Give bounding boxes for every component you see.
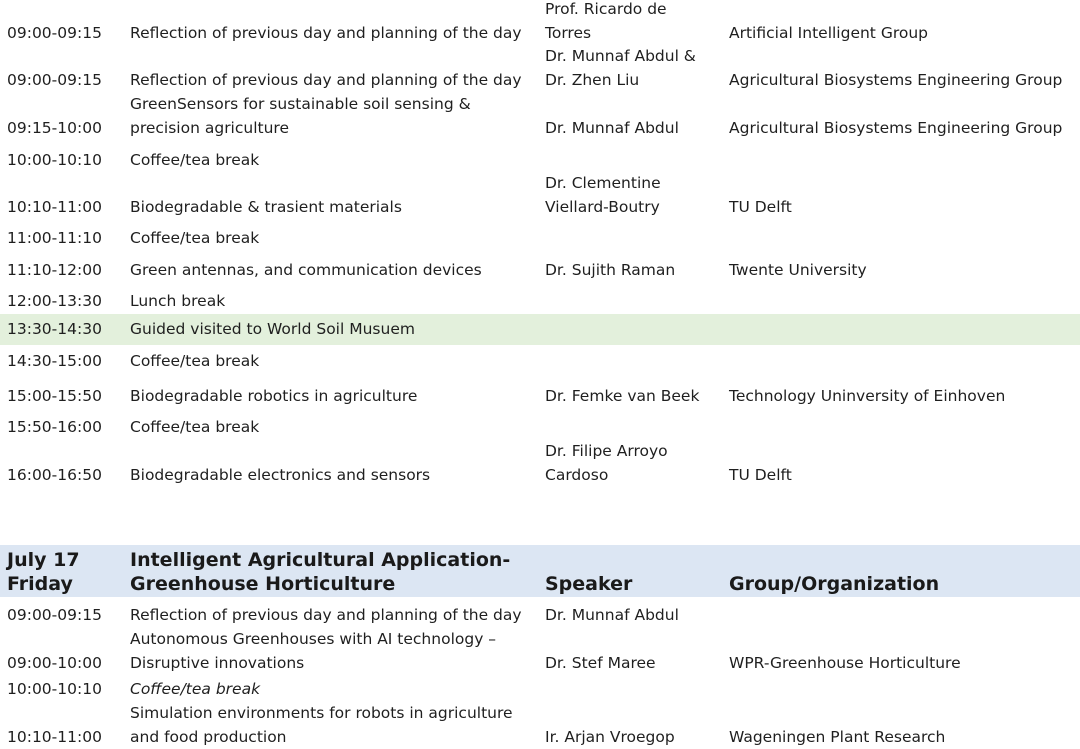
speaker-column-header: Speaker	[545, 573, 633, 595]
time-cell: 13:30-14:30	[7, 320, 102, 338]
time-cell: 15:00-15:50	[7, 387, 102, 405]
topic-cell: Disruptive innovations	[130, 654, 305, 672]
schedule-row	[0, 224, 1080, 255]
topic-cell: Guided visited to World Soil Musuem	[130, 320, 415, 338]
day-weekday: Friday	[7, 573, 73, 595]
time-cell: 12:00-13:30	[7, 292, 102, 310]
schedule-row	[0, 96, 1080, 144]
group-cell: TU Delft	[729, 466, 792, 484]
topic-cell: Green antennas, and communication devices	[130, 261, 482, 279]
schedule-row	[0, 408, 1080, 438]
time-cell: 10:10-11:00	[7, 728, 102, 746]
time-cell: 09:15-10:00	[7, 119, 102, 137]
schedule-row	[0, 675, 1080, 701]
topic-cell: Biodegradable electronics and sensors	[130, 466, 431, 484]
speaker-cell: Dr. Munnaf Abdul	[545, 606, 679, 624]
group-cell: Wageningen Plant Research	[729, 728, 946, 746]
speaker-cell: Ir. Arjan Vroegop	[545, 728, 675, 746]
time-cell: 16:00-16:50	[7, 466, 102, 484]
speaker-cell: Dr. Munnaf Abdul &	[545, 47, 696, 65]
group-cell: Twente University	[729, 261, 867, 279]
topic-cell: Reflection of previous day and planning of the day	[130, 24, 522, 42]
session-title: Greenhouse Horticulture	[130, 573, 396, 595]
schedule-row	[0, 597, 1080, 627]
speaker-cell: Viellard-Boutry	[545, 198, 660, 216]
time-cell: 10:10-11:00	[7, 198, 102, 216]
group-cell: Agricultural Biosystems Engineering Group	[729, 119, 1063, 137]
speaker-cell: Dr. Stef Maree	[545, 654, 656, 672]
speaker-cell: Dr. Clementine	[545, 174, 661, 192]
time-cell: 09:00-10:00	[7, 654, 102, 672]
speaker-cell: Dr. Femke van Beek	[545, 387, 700, 405]
schedule-row	[0, 345, 1080, 376]
schedule-row	[0, 48, 1080, 96]
speaker-cell: Prof. Ricardo de	[545, 0, 667, 18]
topic-cell: and food production	[130, 728, 287, 746]
topic-cell: Lunch break	[130, 292, 226, 310]
group-cell: Technology Uninversity of Einhoven	[729, 387, 1006, 405]
session-title: Intelligent Agricultural Application-	[130, 549, 511, 571]
topic-cell: Biodegradable robotics in agriculture	[130, 387, 418, 405]
group-column-header: Group/Organization	[729, 573, 940, 595]
time-cell: 10:00-10:10	[7, 680, 102, 698]
topic-cell: Coffee/tea break	[130, 352, 260, 370]
schedule-row	[0, 286, 1080, 314]
time-cell: 10:00-10:10	[7, 151, 102, 169]
topic-cell: Biodegradable & trasient materials	[130, 198, 402, 216]
schedule-row-highlighted	[0, 314, 1080, 345]
time-cell: 14:30-15:00	[7, 352, 102, 370]
schedule-row	[0, 0, 1080, 48]
topic-cell: Reflection of previous day and planning of the day	[130, 71, 522, 89]
time-cell: 15:50-16:00	[7, 418, 102, 436]
topic-cell: precision agriculture	[130, 119, 289, 137]
schedule-row	[0, 627, 1080, 675]
schedule-row	[0, 701, 1080, 747]
speaker-cell: Dr. Zhen Liu	[545, 71, 640, 89]
topic-cell: Reflection of previous day and planning of the day	[130, 606, 522, 624]
topic-cell: Simulation environments for robots in agriculture	[130, 704, 513, 722]
topic-cell: Coffee/tea break	[130, 418, 260, 436]
group-cell: Agricultural Biosystems Engineering Group	[729, 71, 1063, 89]
time-cell: 09:00-09:15	[7, 606, 102, 624]
schedule-row	[0, 144, 1080, 176]
topic-cell: Coffee/tea break	[130, 229, 260, 247]
time-cell: 11:10-12:00	[7, 261, 102, 279]
speaker-cell: Dr. Filipe Arroyo	[545, 442, 668, 460]
day-header	[0, 545, 1080, 597]
time-cell: 11:00-11:10	[7, 229, 102, 247]
group-cell: WPR-Greenhouse Horticulture	[729, 654, 961, 672]
topic-cell: Coffee/tea break	[130, 680, 261, 698]
speaker-cell: Dr. Munnaf Abdul	[545, 119, 679, 137]
group-cell: Artificial Intelligent Group	[729, 24, 929, 42]
schedule-row	[0, 176, 1080, 224]
topic-cell: Autonomous Greenhouses with AI technology –	[130, 630, 497, 648]
schedule-row	[0, 376, 1080, 408]
group-cell: TU Delft	[729, 198, 792, 216]
schedule-row	[0, 255, 1080, 286]
topic-cell: GreenSensors for sustainable soil sensing &	[130, 95, 471, 113]
time-cell: 09:00-09:15	[7, 71, 102, 89]
speaker-cell: Torres	[545, 24, 592, 42]
time-cell: 09:00-09:15	[7, 24, 102, 42]
speaker-cell: Cardoso	[545, 466, 609, 484]
speaker-cell: Dr. Sujith Raman	[545, 261, 676, 279]
day-date: July 17	[7, 549, 80, 571]
topic-cell: Coffee/tea break	[130, 151, 260, 169]
schedule-row	[0, 438, 1080, 488]
